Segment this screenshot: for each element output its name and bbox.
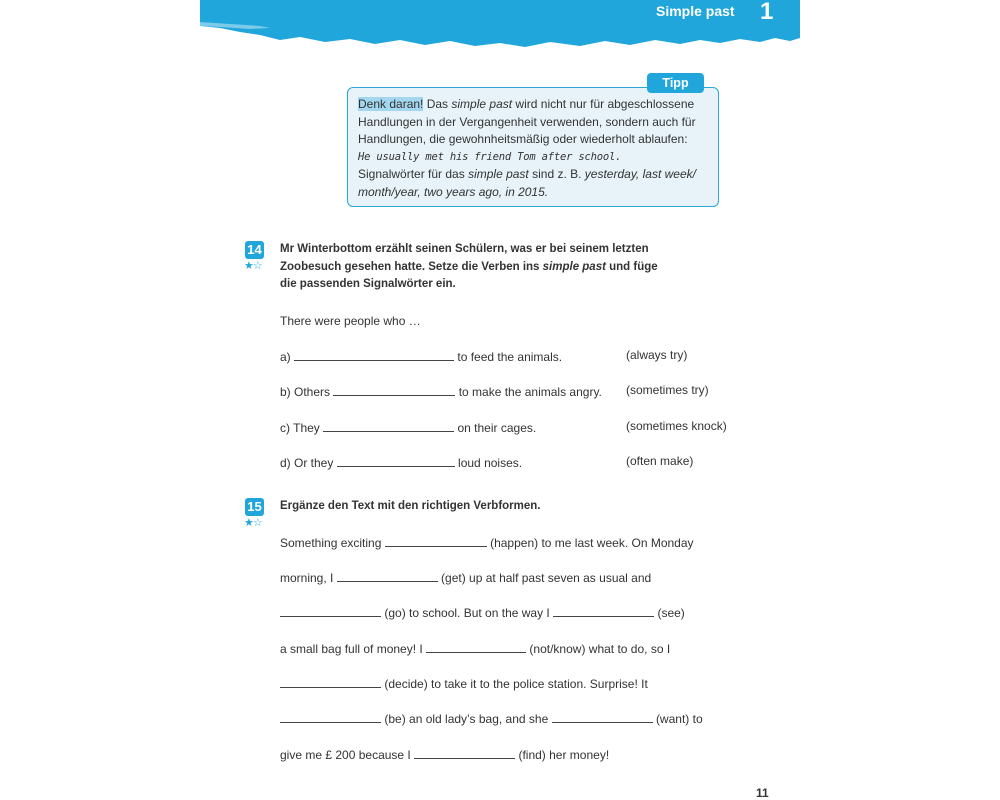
text-fragment: (decide) to take it to the police station. Surprise! It	[384, 677, 648, 691]
exercise-15-line-3	[280, 604, 685, 620]
answer-blank[interactable]	[280, 675, 381, 688]
exercise-15-instruction: Ergänze den Text mit den richtigen Verbformen.	[280, 500, 541, 512]
exercise-15-difficulty-stars: ★☆	[244, 517, 262, 529]
answer-blank[interactable]	[280, 604, 381, 617]
instruction-fragment: und füge	[605, 260, 658, 273]
section-title: Simple past	[656, 3, 735, 19]
text-fragment: a small bag full of money! I	[280, 642, 423, 656]
text-fragment: (find) her money!	[518, 748, 610, 762]
exercise-14-item-b	[280, 383, 602, 399]
tipp-text-fragment: Signalwörter für das	[358, 167, 469, 181]
answer-blank[interactable]	[294, 348, 454, 361]
item-prefix: b) Others	[280, 385, 331, 399]
tipp-line-2: Handlungen in der Vergangenheit verwenden, sondern auch für	[358, 114, 696, 129]
tipp-line-3: Handlungen, die gewohnheitsmäßig oder wiederholt ablaufen:	[358, 132, 688, 146]
exercise-14-badge: 14	[245, 241, 264, 259]
tipp-label: Tipp	[647, 73, 704, 93]
answer-blank[interactable]	[337, 569, 438, 582]
exercise-14-item-c	[280, 419, 536, 435]
text-fragment: (not/know) what to do, so I	[529, 642, 671, 656]
text-fragment: (go) to school. But on the way I	[384, 606, 550, 620]
exercise-15-line-4	[280, 640, 670, 656]
text-fragment: morning, I	[280, 571, 334, 585]
answer-blank[interactable]	[323, 419, 454, 432]
exercise-15-line-2	[280, 569, 651, 585]
tipp-emphasis: simple past	[468, 167, 529, 181]
answer-blank[interactable]	[337, 454, 455, 467]
verb-hint: (sometimes try)	[626, 383, 709, 397]
tipp-text	[358, 96, 718, 201]
chapter-number: 1	[760, 0, 774, 25]
item-suffix: on their cages.	[457, 421, 537, 435]
verb-hint: (sometimes knock)	[626, 419, 727, 433]
text-fragment: give me £ 200 because I	[280, 748, 411, 762]
instruction-line	[280, 259, 658, 277]
item-prefix: a)	[280, 350, 291, 364]
text-fragment: (see)	[657, 606, 685, 620]
answer-blank[interactable]	[385, 534, 487, 547]
answer-blank[interactable]	[333, 383, 455, 396]
exercise-15-line-7	[280, 746, 609, 762]
item-suffix: to make the animals angry.	[458, 385, 602, 399]
text-fragment: (be) an old lady’s bag, and she	[384, 712, 549, 726]
exercise-15-badge: 15	[245, 498, 264, 516]
text-fragment: (happen) to me last week. On Monday	[490, 536, 694, 550]
text-fragment: (get) up at half past seven as usual and	[441, 571, 652, 585]
instruction-line: Mr Winterbottom erzählt seinen Schülern, was er bei seinem letzten	[280, 243, 649, 255]
exercise-14-difficulty-stars: ★☆	[244, 260, 262, 272]
exercise-14-item-a	[280, 348, 562, 364]
tipp-text-fragment: Das	[423, 97, 452, 111]
exercise-15-line-1	[280, 534, 694, 550]
text-fragment: (want) to	[655, 712, 703, 726]
exercise-15-line-6	[280, 710, 703, 726]
tipp-emphasis: simple past	[451, 97, 513, 111]
tipp-line-5	[358, 166, 718, 184]
item-suffix: loud noises.	[458, 456, 523, 470]
tipp-line-1	[358, 96, 718, 114]
tipp-highlight: Denk daran!	[358, 97, 424, 111]
item-suffix: to feed the animals.	[457, 350, 563, 364]
exercise-14-item-d	[280, 454, 522, 470]
instruction-line: die passenden Signalwörter ein.	[280, 278, 456, 290]
tipp-text-fragment: wird nicht nur für abgeschlossene	[512, 97, 695, 111]
item-prefix: d) Or they	[280, 456, 334, 470]
exercise-15-line-5	[280, 675, 648, 691]
exercise-14-intro: There were people who …	[280, 314, 421, 328]
instruction-fragment: Zoobesuch gesehen hatte. Setze die Verben ins	[280, 260, 543, 273]
tipp-emphasis: yesterday, last week/	[584, 167, 696, 181]
answer-blank[interactable]	[552, 710, 653, 723]
tipp-example: He usually met his friend Tom after school.	[358, 150, 622, 163]
item-prefix: c) They	[280, 421, 320, 435]
verb-hint: (always try)	[626, 348, 688, 362]
tipp-line-6	[358, 184, 718, 202]
answer-blank[interactable]	[280, 710, 381, 723]
verb-hint: (often make)	[626, 454, 694, 468]
answer-blank[interactable]	[553, 604, 654, 617]
answer-blank[interactable]	[414, 746, 515, 759]
text-fragment: Something exciting	[280, 536, 382, 550]
exercise-14-instruction	[280, 241, 658, 294]
tipp-emphasis: month/year, two years ago, in 2015.	[358, 184, 549, 199]
instruction-emphasis: simple past	[542, 260, 606, 273]
tipp-text-fragment: sind z. B.	[528, 167, 585, 181]
answer-blank[interactable]	[426, 640, 526, 653]
page-number: 11	[756, 786, 769, 800]
